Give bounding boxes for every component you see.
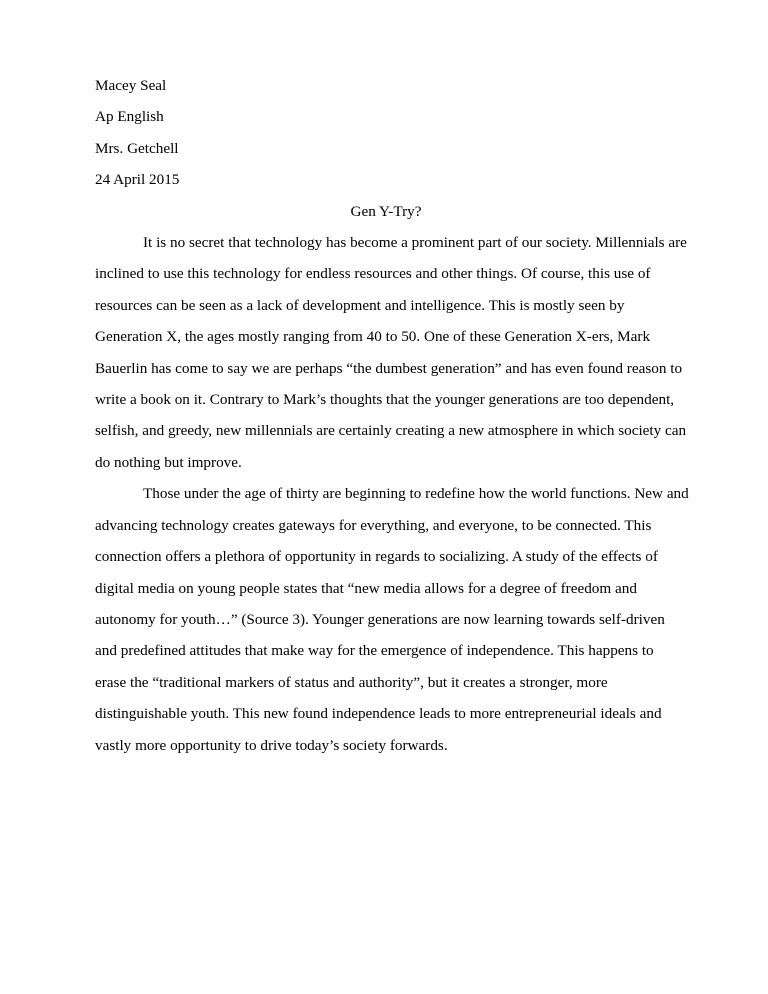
paragraph-line: inclined to use this technology for endless resources and other things. Of course, this use of [95,265,651,283]
teacher-name: Mrs. Getchell [95,139,179,157]
paragraph-2 [95,478,689,761]
paragraph-line: Those under the age of thirty are beginning to redefine how the world functions. New and [143,485,689,503]
paragraph-line: erase the “traditional markers of status and authority”, but it creates a stronger, more [95,673,608,691]
paragraph-line: Generation X, the ages mostly ranging from 40 to 50. One of these Generation X-ers, Mark [95,328,651,346]
author-name: Macey Seal [95,77,167,94]
paragraph-line: vastly more opportunity to drive today’s society forwards. [95,736,448,754]
essay-title: Gen Y-Try? [350,202,422,220]
paragraph-line: and predefined attitudes that make way for the emergence of independence. This happens to [95,642,654,660]
essay-date: 24 April 2015 [95,171,180,189]
paragraph-line: selfish, and greedy, new millennials are certainly creating a new atmosphere in which society can [95,422,687,440]
essay-body [95,70,689,761]
paragraph-line: Bauerlin has come to say we are perhaps “the dumbest generation” and has even found reason to [95,359,683,377]
paragraph-line: digital media on young people states that “new media allows for a degree of freedom and [95,579,637,597]
paragraph-1 [95,227,687,478]
paragraph-line: resources can be seen as a lack of development and intelligence. This is mostly seen by [95,296,625,314]
course-name: Ap English [95,108,164,126]
paragraph-line: It is no secret that technology has become a prominent part of our society. Millennials are [143,234,687,252]
paragraph-line: connection offers a plethora of opportunity in regards to socializing. A study of the effects of [95,548,658,566]
paragraph-line: advancing technology creates gateways for everything, and everyone, to be connected. This [95,516,652,534]
paragraph-line: distinguishable youth. This new found independence leads to more entrepreneurial ideals and [95,705,662,723]
paragraph-line: autonomy for youth…” (Source 3). Younger generations are now learning towards self-driven [95,610,665,628]
paragraph-line: write a book on it. Contrary to Mark’s thoughts that the younger generations are too dependent, [95,391,675,409]
paragraph-line: do nothing but improve. [95,453,242,471]
